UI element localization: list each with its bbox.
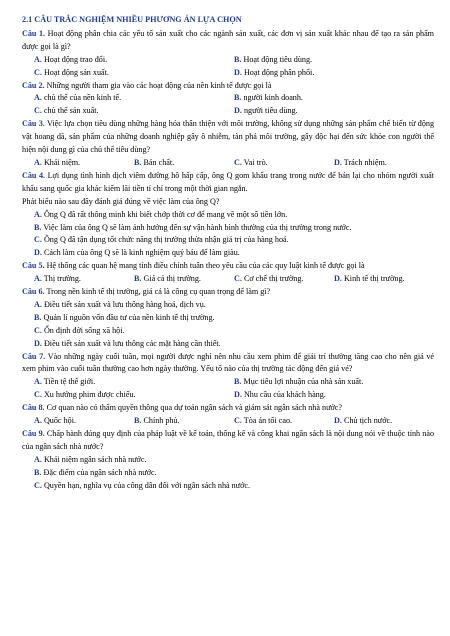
answer-option — [34, 273, 134, 286]
option-text: Mục tiêu lợi nhuận của nhà sản xuất. — [243, 377, 364, 387]
answer-options — [22, 92, 434, 118]
option-letter: C. — [34, 235, 42, 245]
question-number: Câu 1. — [22, 28, 46, 38]
option-text: Hoạt động tiêu dùng. — [243, 54, 313, 64]
answer-option — [34, 415, 134, 428]
option-text: Ông Q đã tận dụng tốt chức năng thị trường thừa nhận giá trị của hàng hoá. — [43, 235, 289, 245]
question-number: Câu 8. — [22, 403, 45, 413]
question-text — [22, 260, 434, 273]
option-text: Hoạt động phân phối. — [243, 67, 315, 77]
option-letter: B. — [34, 467, 42, 477]
option-text: chủ thể của nền kinh tế. — [43, 93, 122, 103]
question-stem: Cơ quan nào có thẩm quyền thông qua dự toán ngân sách và giám sát ngân sách nhà nước? — [46, 403, 342, 413]
option-text: Cơ chế thị trường. — [243, 274, 304, 284]
option-letter: C. — [34, 67, 42, 77]
question-number: Câu 4. — [22, 170, 46, 180]
question-block — [22, 428, 434, 493]
question-text — [22, 28, 434, 54]
option-letter: C. — [34, 325, 42, 335]
option-text: Tiền tệ thế giới. — [43, 377, 96, 387]
answer-options — [22, 415, 434, 428]
option-text: Khái niệm. — [43, 157, 81, 167]
answer-options — [22, 299, 434, 351]
answer-option — [234, 376, 434, 389]
option-text: người kinh doanh. — [243, 93, 303, 103]
option-letter: A. — [34, 416, 42, 426]
answer-option — [34, 454, 434, 467]
answer-option — [334, 273, 434, 286]
answer-option — [234, 92, 434, 105]
question-stem: Việc lựa chọn tiêu dùng những hàng hóa thân thiện với môi trường, không sử dụng những sản phẩm chế biến từ động vật hoang dã, sản phẩm của những doanh nghiệp gây ô nhiễm, tàn phá môi trường, gây độc hại đến sức khỏe con người thể hiện nội dung gì của chủ thể tiêu dùng? — [22, 119, 435, 155]
answer-option — [234, 105, 434, 118]
answer-option — [134, 415, 234, 428]
option-letter: B. — [234, 93, 242, 103]
answer-option — [34, 247, 434, 260]
answer-option — [34, 467, 434, 480]
option-letter: A. — [34, 93, 42, 103]
question-text — [22, 351, 434, 377]
option-text: Điều tiết sản xuất và lưu thông các mặt hàng cần thiết. — [43, 338, 221, 348]
question-block — [22, 118, 434, 170]
option-letter: D. — [334, 157, 342, 167]
answer-option — [234, 54, 434, 67]
option-text: Giá cả thị trường. — [143, 274, 201, 284]
answer-option — [34, 312, 434, 325]
question-block — [22, 260, 434, 286]
option-letter: B. — [134, 274, 142, 284]
question-stem: Hoạt động phân chia các yếu tố sản xuất cho các ngành sản xuất, các đơn vị sản xuất khác nhau để tạo ra sản phẩm được gọi là gì? — [22, 28, 435, 51]
option-letter: A. — [34, 454, 42, 464]
option-text: Ổn định đời sống xã hội. — [43, 325, 125, 335]
question-block — [22, 28, 434, 80]
section-heading: 2.1 CÂU TRẮC NGHIỆM NHIỀU PHƯƠNG ÁN LỰA CHỌN — [22, 15, 242, 24]
answer-options — [22, 209, 434, 261]
answer-option — [34, 325, 434, 338]
answer-option — [34, 157, 134, 170]
answer-option — [234, 273, 334, 286]
option-text: Cách làm của ông Q sẽ là kinh nghiệm quý báu để làm giàu. — [43, 248, 240, 258]
option-letter: D. — [34, 248, 42, 258]
answer-options — [22, 273, 434, 286]
question-text — [22, 402, 434, 415]
question-block — [22, 402, 434, 428]
question-stem: Chấp hành đúng quy định của pháp luật về kế toán, thống kê và công khai ngân sách là nội dung nói về thuộc tính nào của ngân sách nhà nước? — [22, 429, 435, 451]
option-letter: C. — [34, 480, 42, 490]
option-letter: D. — [234, 106, 242, 116]
answer-option — [334, 415, 434, 428]
answer-option — [234, 415, 334, 428]
option-letter: A. — [34, 377, 42, 387]
option-text: Đặc điểm của ngân sách nhà nước. — [43, 467, 157, 477]
question-number: Câu 2. — [22, 80, 45, 90]
answer-option — [34, 480, 434, 493]
option-letter: D. — [334, 274, 342, 284]
option-text: Thị trường. — [43, 274, 81, 284]
question-block — [22, 80, 434, 119]
answer-option — [334, 157, 434, 170]
option-text: Quyền hạn, nghĩa vụ của công dân đối với ngân sách nhà nước. — [43, 480, 251, 490]
option-text: chủ thể sản xuất. — [43, 106, 99, 116]
question-text — [22, 80, 434, 93]
question-stem: Lợi dụng tình hình dịch viêm đường hô hấp cấp, ông Q gom khẩu trang trong nước để bán lại cho nhóm người xuất khẩu sang quốc gia khác kiếm lãi tiền tỉ chỉ trong một thời gian ngắn. — [22, 170, 435, 193]
option-text: Khái niệm ngân sách nhà nước. — [43, 454, 147, 464]
question-number: Câu 3. — [22, 119, 45, 129]
option-letter: A. — [34, 299, 42, 309]
question-number: Câu 6. — [22, 287, 45, 297]
option-letter: B. — [234, 377, 242, 387]
option-letter: A. — [34, 54, 42, 64]
option-letter: A. — [34, 209, 42, 219]
question-block — [22, 351, 434, 403]
option-text: Bản chất. — [143, 157, 175, 167]
answer-option — [234, 157, 334, 170]
option-text: Chủ tịch nước. — [343, 416, 393, 426]
option-letter: B. — [134, 157, 142, 167]
option-text: Việc làm của ông Q sẽ làm ảnh hưởng đến sự vận hành bình thường của thị trường trong nước. — [43, 222, 352, 232]
option-text: người tiêu dùng. — [243, 106, 298, 116]
question-list — [22, 28, 434, 493]
answer-option — [34, 389, 234, 402]
answer-options — [22, 454, 434, 493]
option-letter: C. — [234, 274, 242, 284]
question-stem: Trong nền kinh tế thị trường, giá cả là công cụ quan trọng để làm gì? — [46, 287, 271, 297]
answer-option — [34, 209, 434, 222]
option-text: Quốc hội. — [43, 416, 76, 426]
question-text — [22, 118, 434, 157]
option-letter: B. — [34, 312, 42, 322]
answer-option — [134, 157, 234, 170]
option-text: Trách nhiệm. — [343, 157, 387, 167]
question-number: Câu 9. — [22, 429, 45, 438]
option-letter: C. — [34, 106, 42, 116]
option-text: Xu hướng phim được chiếu. — [43, 390, 136, 400]
option-letter: D. — [234, 67, 242, 77]
question-prompt: Phát biểu nào sau đây đánh giá đúng về việc làm của ông Q? — [22, 196, 220, 206]
option-text: Vai trò. — [243, 157, 268, 167]
question-block — [22, 170, 434, 260]
option-text: Chính phủ. — [143, 416, 180, 426]
answer-option — [234, 389, 434, 402]
option-letter: C. — [234, 416, 242, 426]
answer-option — [34, 234, 434, 247]
question-text — [22, 428, 434, 454]
option-letter: A. — [34, 274, 42, 284]
option-letter: B. — [234, 54, 242, 64]
question-text — [22, 286, 434, 299]
question-stem: Vào những ngày cuối tuần, mọi người được nghỉ nên nhu cầu xem phim để giải trí thường tăng cao cho nên giá vé xem phim vào cuối tuần thường cao hơn ngày thường. Yếu tố nào của thị trường tác động đến giá vé? — [22, 351, 435, 374]
question-stem: Hệ thống các quan hệ mang tính điều chỉnh tuân theo yêu cầu của các quy luật kinh tế được gọi là — [46, 261, 365, 271]
option-letter: C. — [34, 390, 42, 400]
answer-option — [34, 299, 434, 312]
option-letter: C. — [234, 157, 242, 167]
option-text: Ông Q đã rất thông minh khi biết chớp thời cơ để mang về một số tiền lớn. — [43, 209, 288, 219]
question-number: Câu 5. — [22, 261, 45, 271]
answer-option — [234, 67, 434, 80]
answer-options — [22, 157, 434, 170]
answer-option — [34, 105, 234, 118]
option-letter: A. — [34, 157, 42, 167]
answer-options — [22, 54, 434, 80]
question-number: Câu 7. — [22, 351, 46, 361]
answer-option — [34, 222, 434, 235]
answer-options — [22, 376, 434, 402]
question-stem: Những người tham gia vào các hoạt động của nền kinh tế được gọi là — [46, 80, 272, 90]
option-text: Nhu cầu của khách hàng. — [243, 390, 326, 400]
option-text: Điều tiết sản xuất và lưu thông hàng hoá, dịch vụ. — [43, 299, 206, 309]
question-text — [22, 170, 434, 196]
option-letter: D. — [234, 390, 242, 400]
answer-option — [34, 376, 234, 389]
answer-option — [34, 92, 234, 105]
option-text: Hoạt động sản xuất. — [43, 67, 109, 77]
answer-option — [34, 338, 434, 351]
option-text: Kinh tế thị trường. — [343, 274, 405, 284]
option-text: Quản lí nguồn vốn đầu tư của nền kinh tế thị trường. — [43, 312, 215, 322]
option-letter: D. — [34, 338, 42, 348]
option-text: Tòa án tối cao. — [243, 416, 293, 426]
answer-option — [34, 67, 234, 80]
option-letter: D. — [334, 416, 342, 426]
option-text: Hoạt động trao đổi. — [43, 54, 108, 64]
option-letter: B. — [34, 222, 42, 232]
question-block — [22, 286, 434, 351]
answer-option — [134, 273, 234, 286]
option-letter: B. — [134, 416, 142, 426]
answer-option — [34, 54, 234, 67]
